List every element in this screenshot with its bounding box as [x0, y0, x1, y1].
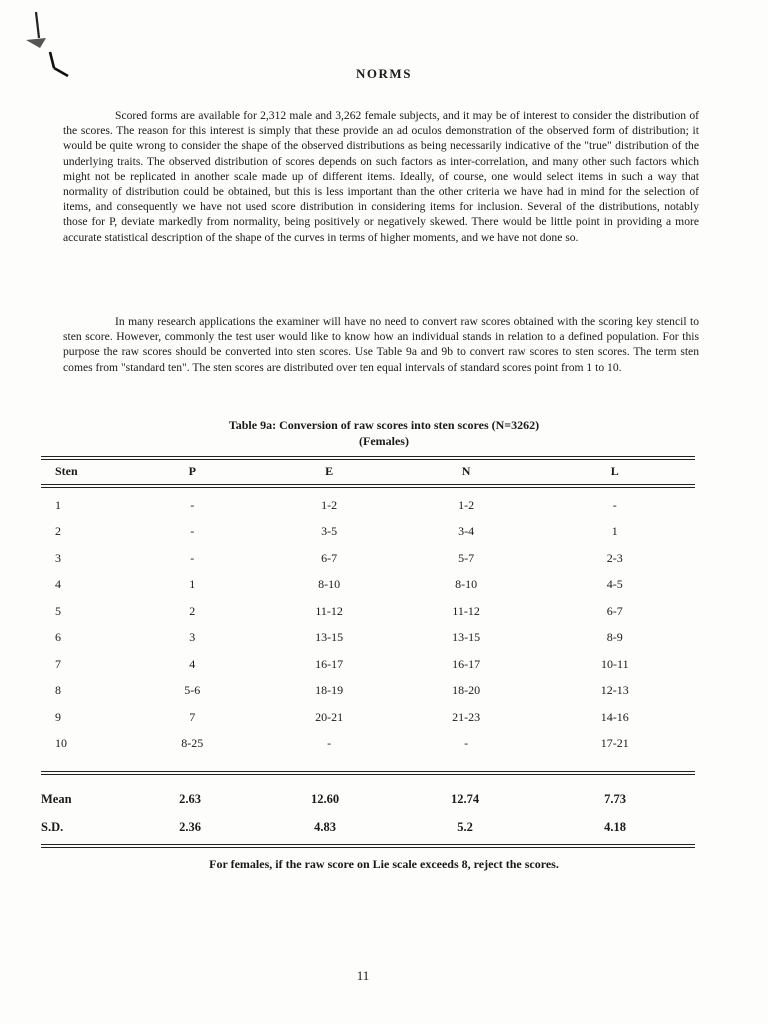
- table-row: [41, 625, 695, 652]
- sd-e: 4.83: [314, 819, 336, 834]
- header-n: N: [461, 463, 471, 478]
- table-row: [41, 519, 695, 546]
- cell-sten: 6: [55, 630, 61, 645]
- table-row: [41, 678, 695, 705]
- page-number: 11: [356, 968, 370, 983]
- cell-p: -: [190, 524, 195, 539]
- cell-n: 11-12: [452, 603, 480, 618]
- table-row: [41, 598, 695, 625]
- cell-l: 4-5: [606, 577, 623, 592]
- sd-p: 2.36: [179, 819, 201, 834]
- sd-row: [41, 813, 695, 841]
- cell-sten: 4: [55, 577, 61, 592]
- cell-e: 20-21: [315, 709, 344, 724]
- cell-sten: 10: [55, 736, 67, 751]
- cell-n: 16-17: [452, 656, 481, 671]
- sd-label: S.D.: [41, 819, 64, 834]
- mean-n: 12.74: [450, 791, 480, 806]
- table-body-end-rule-2: [41, 774, 695, 775]
- mean-label: Mean: [41, 791, 72, 806]
- cell-n: -: [464, 736, 469, 751]
- table-bottom-rule-2: [41, 847, 695, 848]
- table-row: [41, 651, 695, 678]
- cell-p: 5-6: [184, 683, 201, 698]
- paragraph-1-text: Scored forms are available for 2,312 male and 3,262 female subjects, and it may be of interest to consider the distribution of the scores. The reason for this interest is simply that these provide an ad oculos demonstration of the observed form of distribution; it would be quite wrong to consider the shape of the observed distributions as being necessarily indicative of the "true" distribution of the underlying traits. The observed distribution of scores depends on such factors as inter-correlation, and many other such factors which might not be replicated in another scale made up of different items. Ideally, of course, one would select items in such a way that normality of distribution could be obtained, but this is less important than the other criteria we have had in mind for the selection of items, and consequently we have not used score distribution in considering items for inclusion. Several of the distributions, notably those for P, deviate markedly from normality, being positively or negatively skewed. There would be little point in providing a more accurate statistical description of the shape of the curves in terms of higher moments, and we have not done so.: [63, 109, 699, 244]
- cell-p: 2: [189, 603, 196, 618]
- cell-l: 14-16: [600, 709, 629, 724]
- table-footnote: For females, if the raw score on Lie scale exceeds 8, reject the scores.: [209, 857, 559, 871]
- cell-l: 6-7: [606, 603, 623, 618]
- cell-n: 5-7: [458, 550, 475, 565]
- cell-e: 1-2: [321, 497, 338, 512]
- cell-p: -: [190, 497, 195, 512]
- mean-p: 2.63: [179, 791, 201, 806]
- cell-n: 3-4: [458, 524, 475, 539]
- cell-sten: 9: [55, 709, 61, 724]
- cell-p: 7: [189, 709, 196, 724]
- cell-p: 3: [189, 630, 196, 645]
- table-row: [41, 545, 695, 572]
- cell-n: 1-2: [458, 497, 475, 512]
- table-row: [41, 572, 695, 599]
- cell-n: 13-15: [452, 630, 481, 645]
- cell-n: 18-20: [452, 683, 481, 698]
- cell-n: 8-10: [455, 577, 478, 592]
- table-row: [41, 731, 695, 758]
- cell-l: 1: [611, 524, 618, 539]
- cell-e: 8-10: [318, 577, 341, 592]
- cell-p: 8-25: [181, 736, 204, 751]
- paragraph-sten-conversion: [63, 314, 699, 375]
- paragraph-2-text: In many research applications the examiner will have no need to convert raw scores obtained with the scoring key stencil to sten score. However, commonly the test user would like to know how an individual stands in relation to a defined population. For this purpose the raw scores should be converted into sten scores. Use Table 9a and 9b to convert raw scores to sten scores. The term sten comes from "standard ten". The sten scores are distributed over ten equal intervals of standard scores point from 1 to 10.: [63, 315, 699, 374]
- table-bottom-rule: [41, 844, 695, 845]
- cell-e: 18-19: [315, 683, 344, 698]
- cell-sten: 7: [55, 656, 61, 671]
- cell-sten: 2: [55, 524, 61, 539]
- cell-p: 1: [189, 577, 196, 592]
- table-header-row: [41, 458, 695, 484]
- paragraph-distribution: [63, 108, 699, 245]
- cell-l: 17-21: [600, 736, 629, 751]
- cell-n: 21-23: [452, 709, 481, 724]
- mean-row: [41, 785, 695, 813]
- header-l: L: [610, 463, 619, 478]
- sd-n: 5.2: [457, 819, 473, 834]
- mean-l: 7.73: [604, 791, 626, 806]
- cell-l: -: [612, 497, 617, 512]
- mean-e: 12.60: [310, 791, 340, 806]
- cell-l: 8-9: [606, 630, 623, 645]
- cell-sten: 8: [55, 683, 61, 698]
- header-e: E: [325, 463, 334, 478]
- table-row: [41, 492, 695, 519]
- cell-e: 11-12: [315, 603, 343, 618]
- header-sten: Sten: [55, 463, 78, 478]
- cell-l: 12-13: [600, 683, 629, 698]
- summary-statistics-table: [41, 785, 695, 841]
- table-caption-subtitle: (Females): [359, 434, 409, 448]
- cell-sten: 1: [55, 497, 61, 512]
- table-body-end-rule: [41, 771, 695, 772]
- table-row: [41, 704, 695, 731]
- header-p: P: [188, 463, 196, 478]
- cell-e: 13-15: [315, 630, 344, 645]
- table-caption-title: Table 9a: Conversion of raw scores into sten scores (N=3262): [228, 418, 540, 432]
- cell-sten: 3: [55, 550, 61, 565]
- table-top-rule: [41, 456, 695, 457]
- sten-conversion-table: [41, 458, 695, 757]
- cell-e: 3-5: [321, 524, 338, 539]
- table-caption: [0, 417, 768, 449]
- page-title: NORMS: [356, 66, 412, 81]
- cell-e: -: [327, 736, 332, 751]
- cell-p: 4: [189, 656, 196, 671]
- cell-l: 10-11: [601, 656, 629, 671]
- sd-l: 4.18: [604, 819, 626, 834]
- cell-l: 2-3: [606, 550, 623, 565]
- cell-e: 6-7: [321, 550, 338, 565]
- cell-p: -: [190, 550, 195, 565]
- cell-e: 16-17: [315, 656, 344, 671]
- cell-sten: 5: [55, 603, 61, 618]
